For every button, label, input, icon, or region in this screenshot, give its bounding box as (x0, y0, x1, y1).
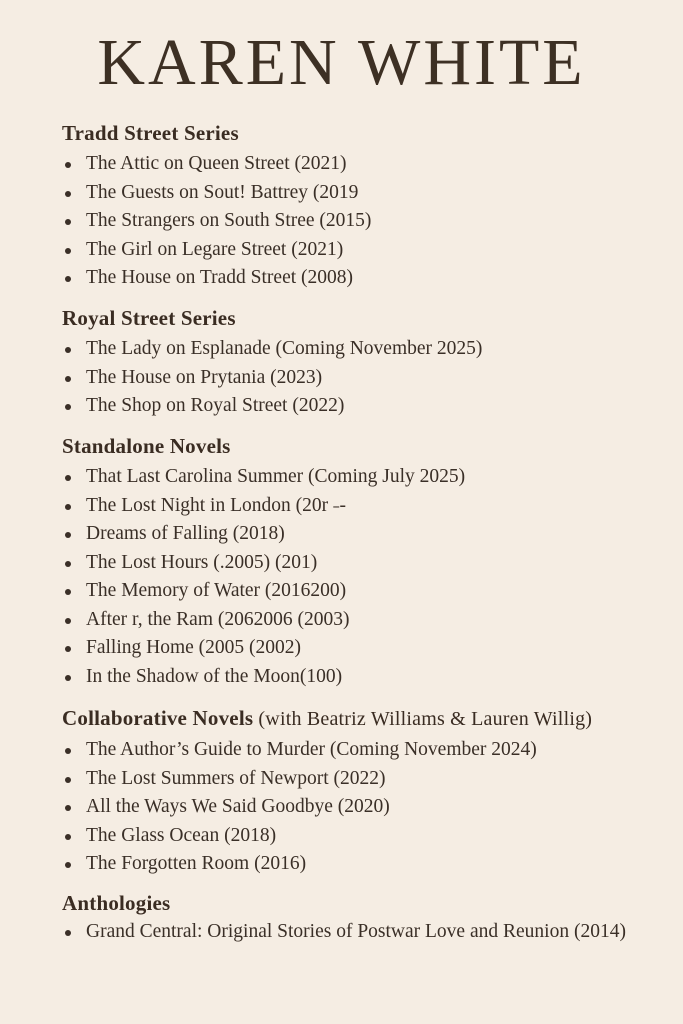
section-heading-text: Standalone Novels (62, 434, 231, 458)
section-tradd-street (62, 120, 662, 293)
book-item: The Girl on Legare Street (2021) (62, 236, 662, 265)
book-item: Falling Home (2005 (2002) (62, 634, 662, 663)
book-item: That Last Carolina Summer (Coming July 2025) (62, 463, 662, 492)
section-heading-text: Royal Street Series (62, 306, 236, 330)
section-standalone-novels (62, 433, 662, 691)
book-list (62, 736, 662, 879)
section-heading (62, 890, 662, 916)
section-royal-street (62, 305, 662, 421)
book-item: Grand Central: Original Stories of Postwar Love and Reunion (2014) (62, 920, 662, 944)
book-list (62, 335, 662, 421)
book-list (62, 463, 662, 691)
section-heading-note: (with Beatriz Williams & Lauren Willig) (253, 708, 593, 730)
section-collaborative-novels (62, 705, 662, 879)
book-item: In the Shadow of the Moon(100) (62, 663, 662, 692)
book-item: The Guests on Sout! Battrey (2019 (62, 179, 662, 208)
book-item: The Author’s Guide to Murder (Coming November 2024) (62, 736, 662, 765)
book-item: The House on Prytania (2023) (62, 364, 662, 393)
book-item: The Lost Summers of Newport (2022) (62, 765, 662, 794)
section-anthologies (62, 890, 662, 944)
section-heading (62, 705, 662, 732)
book-item: The House on Tradd Street (2008) (62, 264, 662, 293)
book-item: Dreams of Falling (2018) (62, 520, 662, 549)
book-list (62, 920, 662, 944)
author-title: KAREN WHITE (97, 26, 586, 99)
book-item: After r, the Ram (2062006 (2003) (62, 606, 662, 635)
section-heading (62, 433, 662, 459)
section-heading-text: Anthologies (62, 891, 171, 915)
book-item: The Lost Night in London (20r ˗- (62, 492, 662, 521)
book-item: The Lady on Esplanade (Coming November 2025) (62, 335, 662, 364)
book-list (62, 150, 662, 293)
section-heading (62, 120, 662, 146)
section-heading-text: Tradd Street Series (62, 121, 239, 145)
book-item: The Attic on Queen Street (2021) (62, 150, 662, 179)
book-item: The Strangers on South Stree (2015) (62, 207, 662, 236)
book-item: The Glass Ocean (2018) (62, 822, 662, 851)
book-item: The Shop on Royal Street (2022) (62, 392, 662, 421)
book-item: The Lost Hours (.2005) (201) (62, 549, 662, 578)
section-heading-text: Collaborative Novels (62, 706, 254, 730)
book-item: The Forgotten Room (2016) (62, 850, 662, 879)
section-heading (62, 305, 662, 331)
book-item: All the Ways We Said Goodbye (2020) (62, 793, 662, 822)
book-item: The Memory of Water (2016200) (62, 577, 662, 606)
